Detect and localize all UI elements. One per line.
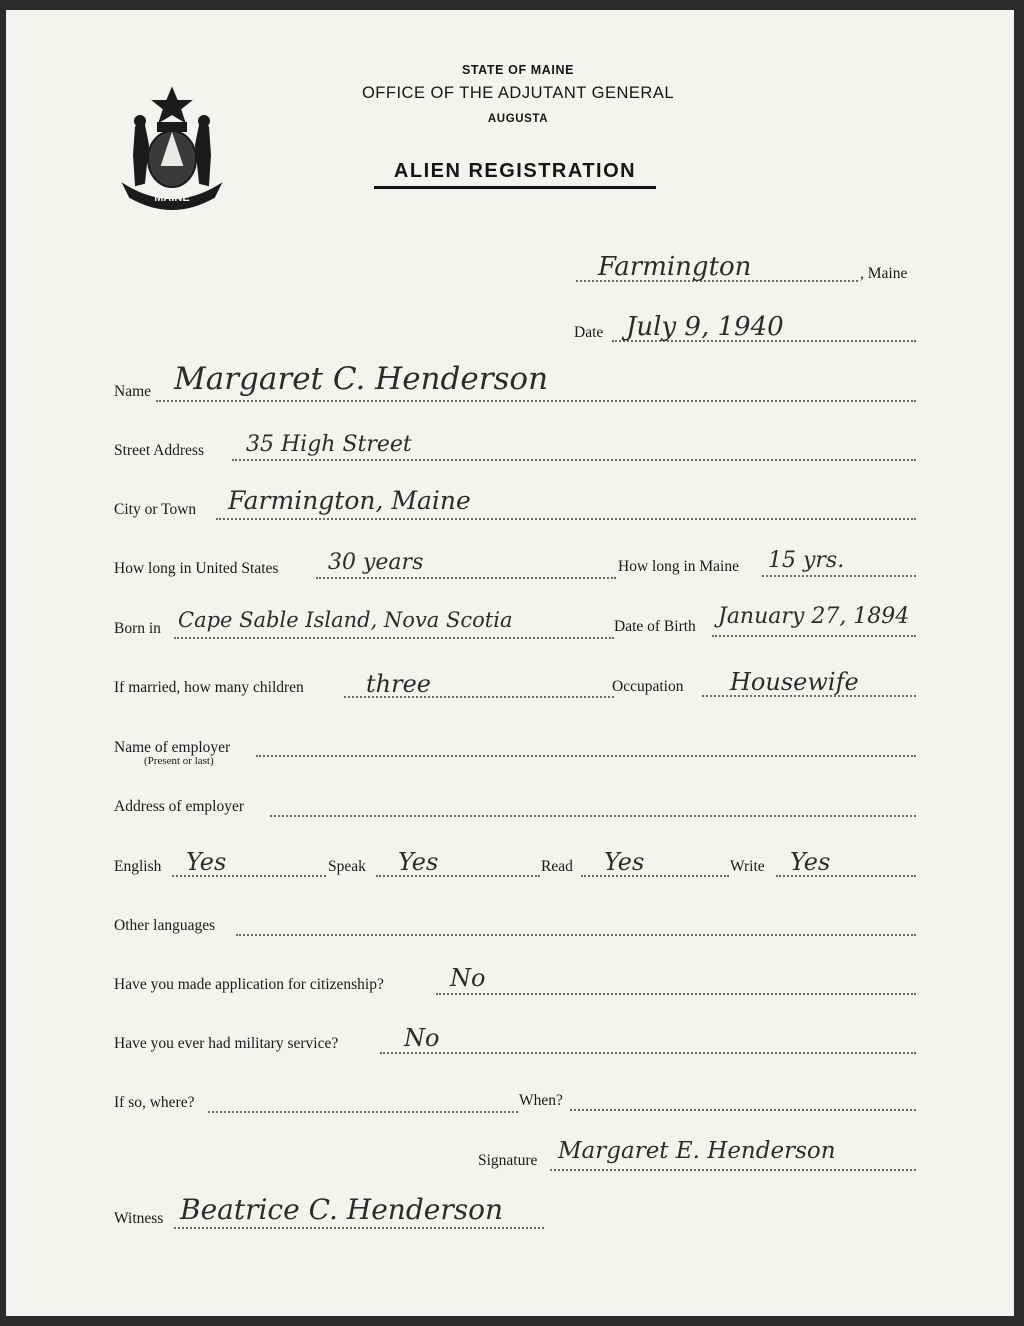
english-label: English [114, 858, 162, 875]
other-languages-label: Other languages [114, 917, 216, 934]
date-value: July 9, 1940 [626, 312, 784, 342]
city-town-label: City or Town [114, 501, 197, 518]
long-us-label: How long in United States [114, 560, 279, 577]
svg-text:MAINE: MAINE [154, 192, 190, 204]
employer-note: (Present or last) [144, 755, 214, 767]
long-us-value: 30 years [328, 550, 424, 575]
military-label: Have you ever had military service? [114, 1035, 339, 1052]
date-label: Date [574, 324, 604, 341]
form-title: ALIEN REGISTRATION [374, 160, 656, 189]
long-maine-label: How long in Maine [618, 558, 739, 575]
citizenship-value: No [450, 964, 486, 992]
street-label: Street Address [114, 442, 204, 459]
when-label: When? [519, 1092, 563, 1109]
name-label: Name [114, 383, 152, 400]
dob-value: January 27, 1894 [718, 604, 910, 629]
city-town-value: Farmington, Maine [228, 486, 471, 515]
write-value: Yes [790, 848, 831, 876]
registration-form-page [6, 10, 1014, 1316]
name-value: Margaret C. Henderson [174, 361, 549, 397]
citizenship-label: Have you made application for citizenship? [114, 976, 384, 993]
witness-value: Beatrice C. Henderson [180, 1193, 503, 1226]
where-label: If so, where? [114, 1094, 195, 1111]
maine-state-seal-icon [114, 85, 230, 210]
employer-address-label: Address of employer [114, 798, 244, 815]
witness-label: Witness [114, 1210, 164, 1227]
born-in-value: Cape Sable Island, Nova Scotia [178, 608, 513, 632]
signature-label: Signature [478, 1152, 538, 1169]
children-value: three [366, 670, 431, 698]
speak-label: Speak [328, 858, 366, 875]
long-maine-value: 15 yrs. [768, 548, 845, 573]
military-value: No [404, 1024, 440, 1052]
write-label: Write [730, 858, 765, 875]
occupation-value: Housewife [730, 668, 859, 696]
header-state: STATE OF MAINE [461, 63, 575, 77]
children-label: If married, how many children [114, 679, 304, 696]
read-label: Read [541, 858, 573, 875]
born-in-label: Born in [114, 620, 161, 637]
english-value: Yes [186, 848, 227, 876]
dob-label: Date of Birth [614, 618, 696, 635]
signature-value: Margaret E. Henderson [558, 1138, 836, 1164]
street-value: 35 High Street [246, 432, 412, 457]
header-office: OFFICE OF THE ADJUTANT GENERAL [361, 84, 675, 102]
town-value: Farmington [598, 252, 752, 282]
maine-label: , Maine [860, 265, 908, 282]
header-city: AUGUSTA [487, 113, 549, 125]
occupation-label: Occupation [612, 678, 684, 695]
read-value: Yes [604, 848, 645, 876]
employer-label: Name of employer [114, 739, 231, 756]
speak-value: Yes [398, 848, 439, 876]
